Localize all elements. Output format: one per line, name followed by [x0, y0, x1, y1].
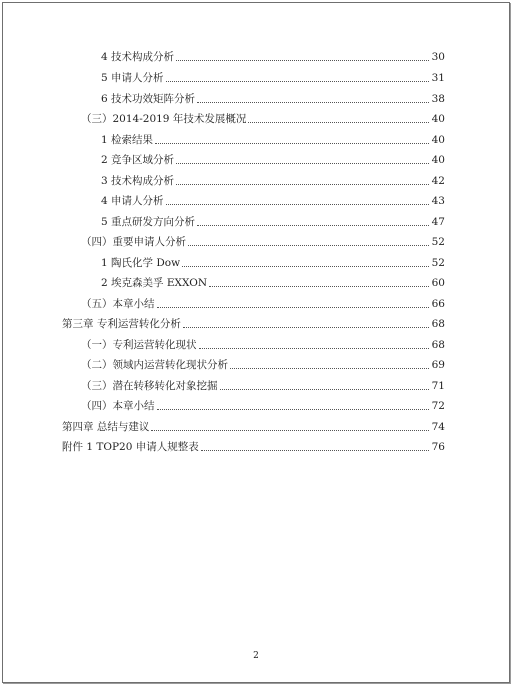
- toc-entry-page: 40: [431, 113, 445, 125]
- toc-entry[interactable]: [81, 400, 445, 412]
- toc-entry-page: 38: [431, 93, 445, 105]
- leader-dots: [176, 163, 429, 164]
- toc-entry[interactable]: [62, 318, 445, 330]
- toc-entry-page: 31: [431, 72, 445, 84]
- leader-dots: [155, 143, 429, 144]
- toc-entry-label: 附件 1 TOP20 申请人规整表: [62, 441, 199, 453]
- page-number: 2: [253, 651, 259, 661]
- toc-entry-label: 4 申请人分析: [101, 195, 164, 207]
- toc-entry[interactable]: [101, 277, 445, 289]
- leader-dots: [157, 307, 429, 308]
- leader-dots: [201, 450, 429, 451]
- toc-entry[interactable]: [81, 236, 445, 248]
- leader-dots: [230, 368, 429, 369]
- toc-entry-label: 1 检索结果: [101, 134, 154, 146]
- toc-entry[interactable]: [81, 359, 445, 371]
- toc-entry-page: 68: [431, 318, 445, 330]
- leader-dots: [188, 245, 429, 246]
- toc-entry-label: 6 技术功效矩阵分析: [101, 93, 196, 105]
- toc-entry[interactable]: [101, 257, 445, 269]
- toc-entry-page: 76: [431, 441, 445, 453]
- toc-entry-page: 60: [431, 277, 445, 289]
- toc-entry-page: 30: [431, 51, 445, 63]
- toc-entry-label: 5 申请人分析: [101, 72, 164, 84]
- toc-entry-page: 52: [431, 257, 445, 269]
- leader-dots: [209, 286, 429, 287]
- toc-entry-page: 47: [431, 216, 445, 228]
- table-of-contents: [3, 3, 509, 682]
- toc-entry-label: 4 技术构成分析: [101, 51, 175, 63]
- leader-dots: [166, 81, 429, 82]
- toc-entry-page: 74: [431, 421, 445, 433]
- toc-entry[interactable]: [81, 339, 445, 351]
- toc-entry-page: 52: [431, 236, 445, 248]
- toc-entry[interactable]: [81, 380, 445, 392]
- toc-entry-label: （一）专利运营转化现状: [81, 339, 197, 351]
- toc-entry-label: （二）领域内运营转化现状分析: [81, 359, 228, 371]
- toc-entry-page: 66: [431, 298, 445, 310]
- toc-entry[interactable]: [62, 441, 445, 453]
- leader-dots: [248, 122, 428, 123]
- toc-entry-label: 3 技术构成分析: [101, 175, 175, 187]
- toc-entry-label: （三）2014-2019 年技术发展概况: [81, 113, 247, 125]
- toc-entry[interactable]: [101, 134, 445, 146]
- toc-entry-page: 43: [431, 195, 445, 207]
- toc-entry[interactable]: [101, 216, 445, 228]
- leader-dots: [220, 389, 429, 390]
- toc-entry-page: 40: [431, 134, 445, 146]
- leader-dots: [176, 60, 429, 61]
- toc-entry[interactable]: [81, 298, 445, 310]
- leader-dots: [176, 184, 429, 185]
- toc-entry[interactable]: [101, 154, 445, 166]
- toc-entry[interactable]: [101, 93, 445, 105]
- toc-entry-page: 71: [431, 380, 445, 392]
- toc-entry[interactable]: [101, 175, 445, 187]
- toc-entry-page: 69: [431, 359, 445, 371]
- leader-dots: [157, 409, 429, 410]
- toc-entry-page: 40: [431, 154, 445, 166]
- toc-entry[interactable]: [101, 51, 445, 63]
- toc-entry-label: 1 陶氏化学 Dow: [101, 257, 181, 269]
- toc-entry-label: （三）潜在转移转化对象挖掘: [81, 380, 218, 392]
- toc-entry-label: 2 竞争区域分析: [101, 154, 175, 166]
- leader-dots: [197, 225, 429, 226]
- toc-entry-label: 5 重点研发方向分析: [101, 216, 196, 228]
- toc-entry-label: （四）本章小结: [81, 400, 155, 412]
- leader-dots: [166, 204, 429, 205]
- toc-entry[interactable]: [81, 113, 445, 125]
- toc-entry-label: 第三章 专利运营转化分析: [62, 318, 181, 330]
- leader-dots: [182, 266, 429, 267]
- toc-entry-page: 72: [431, 400, 445, 412]
- leader-dots: [151, 430, 428, 431]
- toc-entry-page: 68: [431, 339, 445, 351]
- leader-dots: [197, 102, 429, 103]
- toc-entry-label: 第四章 总结与建议: [62, 421, 150, 433]
- toc-entry-label: （五）本章小结: [81, 298, 155, 310]
- leader-dots: [183, 327, 429, 328]
- document-page: [2, 2, 510, 683]
- toc-entry-page: 42: [431, 175, 445, 187]
- toc-entry-label: （四）重要申请人分析: [81, 236, 186, 248]
- toc-entry-label: 2 埃克森美孚 EXXON: [101, 277, 208, 289]
- toc-entry[interactable]: [101, 72, 445, 84]
- toc-entry[interactable]: [101, 195, 445, 207]
- toc-entry[interactable]: [62, 421, 445, 433]
- leader-dots: [199, 348, 429, 349]
